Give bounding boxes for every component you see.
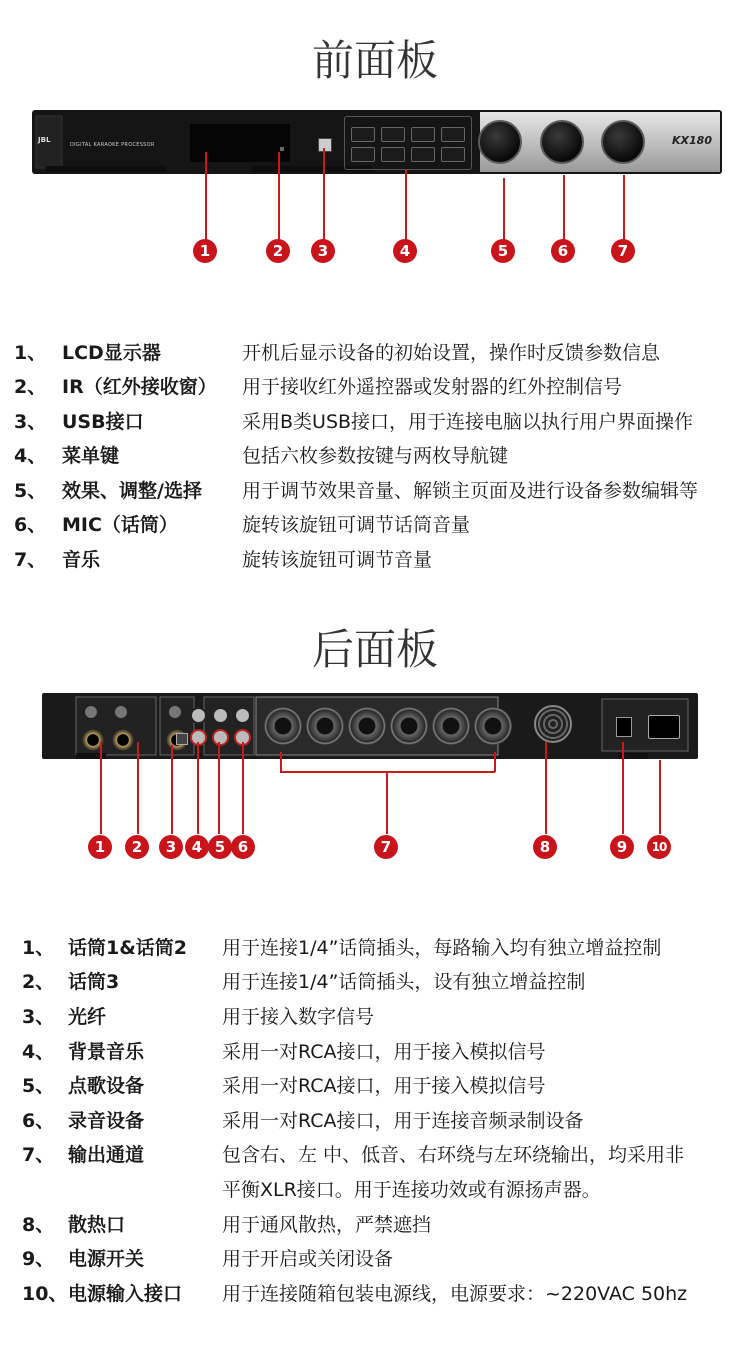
spec-number: 10、: [22, 1283, 68, 1305]
front-callout-line-4: [405, 170, 407, 240]
front-callout-line-1: [205, 152, 207, 240]
spec-number: 6、: [14, 514, 47, 536]
spec-name: 背景音乐: [68, 1041, 145, 1063]
usb-port[interactable]: [318, 138, 332, 152]
xlr-output-3[interactable]: [348, 707, 386, 745]
power-switch[interactable]: [616, 717, 632, 737]
rear-callout-line-9: [622, 742, 624, 834]
spec-number: 1、: [14, 342, 47, 364]
rear-marker-1: 1: [88, 835, 112, 859]
front-marker-2: 2: [266, 239, 290, 263]
vod-rca-left[interactable]: [212, 707, 229, 724]
spec-desc: 采用B类USB接口，用于连接电脑以执行用户界面操作: [242, 411, 694, 433]
spec-desc: 用于通风散热，严禁遮挡: [222, 1214, 432, 1236]
spec-desc: 用于接收红外遥控器或发射器的红外控制信号: [242, 376, 623, 398]
rear-callout-line-2: [137, 742, 139, 834]
spec-number: 2、: [22, 971, 55, 993]
spec-name: MIC（话筒）: [62, 514, 178, 536]
model-label: KX180: [672, 134, 712, 147]
music-knob[interactable]: [601, 120, 645, 164]
rear-marker-8: 8: [533, 835, 557, 859]
menu-button-system[interactable]: [351, 147, 375, 162]
rear-marker-5: 5: [208, 835, 232, 859]
spec-name: 音乐: [62, 549, 101, 571]
spec-number: 6、: [22, 1110, 55, 1132]
spec-desc: 包含右、左 中、低音、右环绕与左环绕输出，均采用非: [222, 1144, 685, 1166]
rear-callout-line-5: [218, 742, 220, 834]
rec-rca-left[interactable]: [234, 707, 251, 724]
spec-number: 8、: [22, 1214, 55, 1236]
menu-button-mic[interactable]: [381, 127, 405, 142]
front-callout-line-7: [623, 175, 625, 240]
spec-desc: 采用一对RCA接口，用于接入模拟信号: [222, 1041, 546, 1063]
front-marker-3: 3: [311, 239, 335, 263]
ir-window: [280, 147, 284, 151]
rear-marker-9: 9: [610, 835, 634, 859]
spec-desc: 旋转该旋钮可调节话筒音量: [242, 514, 471, 536]
xlr-output-6[interactable]: [474, 707, 512, 745]
effects-knob[interactable]: [478, 120, 522, 164]
front-panel-title: 前面板: [311, 36, 438, 85]
mic3-gain-knob[interactable]: [168, 705, 182, 719]
front-marker-7: 7: [611, 239, 635, 263]
fan-vent: [534, 705, 572, 743]
front-callout-line-2: [278, 152, 280, 240]
mic2-jack[interactable]: [112, 729, 134, 751]
spec-number: 4、: [22, 1041, 55, 1063]
rear-panel-title: 后面板: [311, 625, 438, 674]
spec-name: IR（红外接收窗）: [62, 376, 217, 398]
front-marker-1: 1: [193, 239, 217, 263]
spec-name: 话筒3: [68, 971, 120, 993]
spec-number: 7、: [14, 549, 47, 571]
spec-desc: 用于连接随箱包装电源线，电源要求：~220VAC 50hz: [222, 1283, 688, 1305]
spec-desc: 用于接入数字信号: [222, 1006, 375, 1028]
xlr-output-2[interactable]: [306, 707, 344, 745]
menu-button-undec[interactable]: [441, 127, 465, 142]
spec-name: 效果、调整/选择: [62, 480, 202, 502]
menu-buttons: [344, 116, 472, 170]
menu-button-save[interactable]: [411, 147, 435, 162]
spec-desc: 用于开启或关闭设备: [222, 1248, 394, 1270]
spec-number: 5、: [22, 1075, 55, 1097]
spec-name: 电源输入接口: [68, 1283, 183, 1305]
spec-name: USB接口: [62, 411, 144, 433]
front-marker-5: 5: [491, 239, 515, 263]
spec-number: 3、: [14, 411, 47, 433]
spec-name: LCD显示器: [62, 342, 161, 364]
front-panel-image: [32, 110, 722, 174]
rear-panel-image: [42, 693, 698, 759]
spec-desc: 采用一对RCA接口，用于接入模拟信号: [222, 1075, 546, 1097]
rear-callout-line-7a: [280, 752, 282, 772]
spec-number: 7、: [22, 1144, 55, 1166]
spec-number: 3、: [22, 1006, 55, 1028]
rear-callout-line-1: [100, 742, 102, 834]
menu-button-music[interactable]: [351, 127, 375, 142]
rear-callout-line-4: [197, 742, 199, 834]
front-marker-4: 4: [393, 239, 417, 263]
rear-marker-7: 7: [374, 835, 398, 859]
rear-marker-4: 4: [185, 835, 209, 859]
mic1-gain-knob[interactable]: [84, 705, 98, 719]
front-callout-line-5: [503, 178, 505, 240]
spec-name: 话筒1&话筒2: [68, 937, 188, 959]
device-caption: DIGITAL KARAOKE PROCESSOR: [70, 142, 155, 148]
bgm-rca-right[interactable]: [190, 729, 207, 746]
spec-name: 散热口: [68, 1214, 126, 1236]
spec-desc: 包括六枚参数按键与两枚导航键: [242, 445, 509, 467]
spec-name: 光纤: [68, 1006, 107, 1028]
spec-number: 1、: [22, 937, 55, 959]
spec-number: 2、: [14, 376, 47, 398]
rear-callout-line-8: [545, 742, 547, 834]
spec-number: 4、: [14, 445, 47, 467]
spec-name: 电源开关: [68, 1248, 145, 1270]
xlr-output-4[interactable]: [390, 707, 428, 745]
rear-marker-10: 10: [647, 835, 671, 859]
front-callout-line-6: [563, 175, 565, 240]
spec-desc: 用于连接1/4”话筒插头，设有独立增益控制: [222, 971, 586, 993]
rear-callout-line-6: [242, 742, 244, 834]
spec-name: 录音设备: [68, 1110, 145, 1132]
bgm-rca-left[interactable]: [190, 707, 207, 724]
rear-callout-line-7b: [494, 752, 496, 772]
front-callout-line-3: [323, 148, 325, 240]
spec-name: 点歌设备: [68, 1075, 145, 1097]
front-marker-6: 6: [551, 239, 575, 263]
mic2-gain-knob[interactable]: [114, 705, 128, 719]
spec-desc-cont: 平衡XLR接口。用于连接功效或有源扬声器。: [222, 1179, 601, 1201]
rear-callout-line-7c: [386, 771, 388, 834]
spec-name: 菜单键: [62, 445, 120, 467]
rear-marker-3: 3: [159, 835, 183, 859]
optical-port[interactable]: [176, 733, 188, 745]
brand-logo: JBL: [38, 136, 51, 144]
xlr-output-1[interactable]: [264, 707, 302, 745]
spec-name: 输出通道: [68, 1144, 145, 1166]
menu-button-recall[interactable]: [381, 147, 405, 162]
spec-desc: 旋转该旋钮可调节音量: [242, 549, 433, 571]
spec-desc: 采用一对RCA接口，用于连接音频录制设备: [222, 1110, 584, 1132]
vod-rca-right[interactable]: [212, 729, 229, 746]
xlr-output-5[interactable]: [432, 707, 470, 745]
rear-marker-6: 6: [231, 835, 255, 859]
mic-knob[interactable]: [540, 120, 584, 164]
spec-desc: 用于调节效果音量、解锁主页面及进行设备参数编辑等: [242, 480, 699, 502]
spec-desc: 用于连接1/4”话筒插头，每路输入均有独立增益控制: [222, 937, 662, 959]
spec-desc: 开机后显示设备的初始设置，操作时反馈参数信息: [242, 342, 661, 364]
spec-number: 9、: [22, 1248, 55, 1270]
rear-callout-bracket-7: [280, 771, 495, 773]
menu-button-down[interactable]: [441, 147, 465, 162]
rear-marker-2: 2: [125, 835, 149, 859]
rear-callout-line-10: [659, 760, 661, 834]
spec-number: 5、: [14, 480, 47, 502]
rear-callout-line-3: [171, 745, 173, 834]
power-inlet[interactable]: [648, 715, 680, 739]
menu-button-effect[interactable]: [411, 127, 435, 142]
